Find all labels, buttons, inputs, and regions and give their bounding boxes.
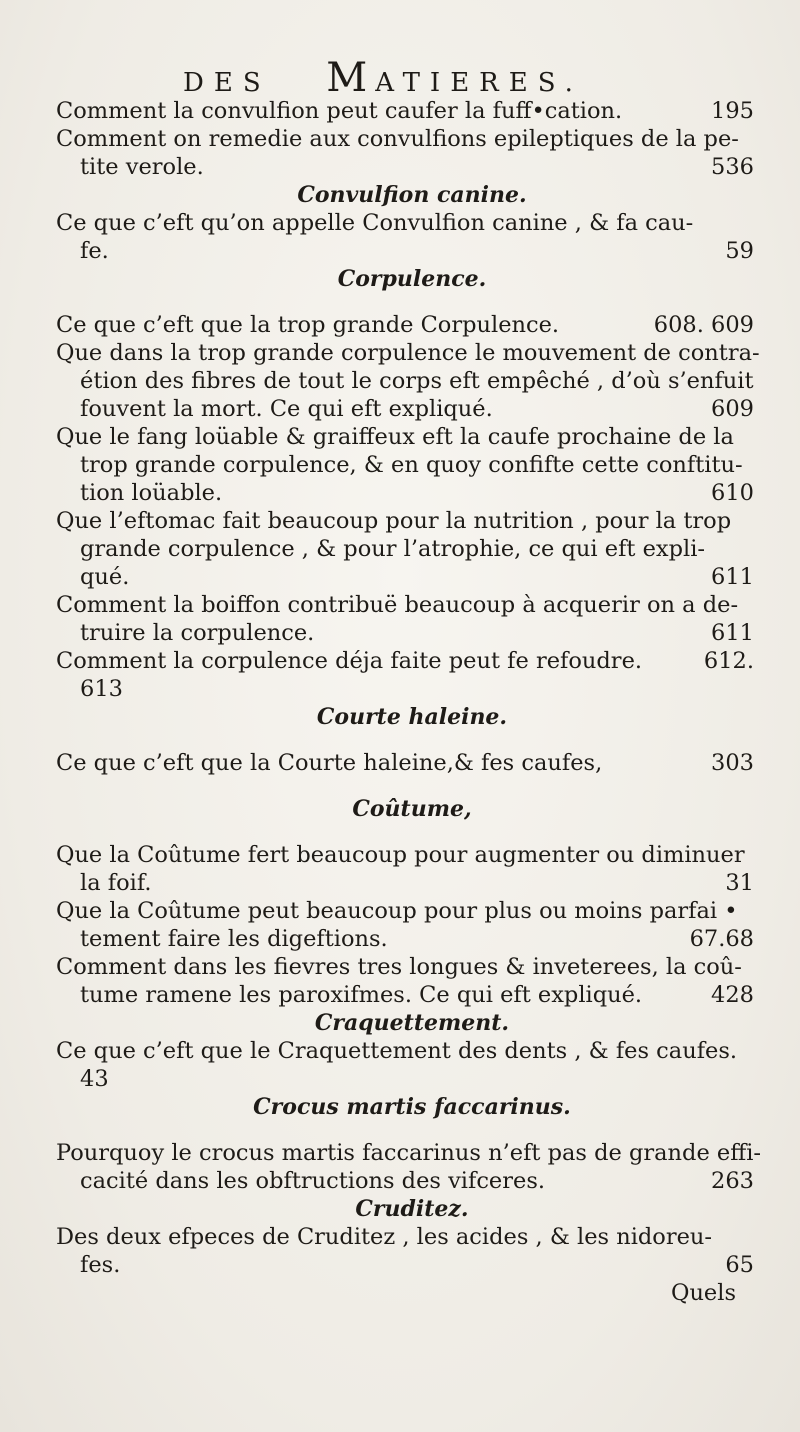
- spacer: [56, 777, 768, 795]
- page-reference: 608. 609: [653, 312, 754, 338]
- page-reference: 263: [711, 1168, 754, 1194]
- entry-line: [56, 981, 768, 1009]
- section-heading: Convulfion canine.: [297, 182, 527, 208]
- entry-text: 613: [80, 676, 123, 702]
- entry-line: [56, 675, 768, 703]
- page-reference: 609: [711, 396, 754, 422]
- entry-line: [56, 209, 768, 237]
- page-reference: 67.68: [689, 926, 754, 952]
- entry-text: tume ramene les paroxifmes. Ce qui eft expliqué.: [80, 982, 643, 1008]
- entry-text: qué.: [80, 564, 130, 590]
- header-des: DES: [183, 68, 271, 98]
- page-reference: 303: [711, 750, 754, 776]
- entry-text: Comment la convulfion peut caufer la fuff•cation.: [56, 98, 623, 124]
- entry-line: [56, 125, 768, 153]
- spacer: [56, 731, 768, 749]
- entry-line: [56, 1065, 768, 1093]
- entry-line: [56, 535, 768, 563]
- entry-text: étion des fibres de tout le corps eft empêché , d’où s’enfuit: [80, 368, 754, 394]
- catchword-line: [56, 1279, 768, 1307]
- entry-line: [56, 451, 768, 479]
- entry-line: [56, 563, 768, 591]
- entry-text: Comment la corpulence déja faite peut fe refoudre.: [56, 648, 643, 674]
- entry-text: Ce que c’eft qu’on appelle Convulfion canine , & fa cau-: [56, 210, 694, 236]
- entry-line: [56, 367, 768, 395]
- section-heading: Coûtume,: [352, 796, 472, 822]
- entry-line: [56, 749, 768, 777]
- page-reference: 59: [725, 238, 754, 264]
- entry-text: Que le fang loüable & graiffeux eft la caufe prochaine de la: [56, 424, 734, 450]
- entry-line: [56, 1037, 768, 1065]
- entry-text: trop grande corpulence, & en quoy confifte cette conftitu-: [80, 452, 743, 478]
- header-matieres-initial: M: [326, 55, 376, 101]
- page-reference: 610: [711, 480, 754, 506]
- entry-text: tion loüable.: [80, 480, 223, 506]
- entry-text: cacité dans les obftructions des vifceres.: [80, 1168, 546, 1194]
- entry-text: Que l’eftomac fait beaucoup pour la nutrition , pour la trop: [56, 508, 732, 534]
- entry-line: [56, 591, 768, 619]
- entry-line: [56, 507, 768, 535]
- catchword: Quels: [671, 1280, 736, 1306]
- entry-line: [56, 897, 768, 925]
- entry-line: [56, 339, 768, 367]
- index-entries: [56, 97, 768, 1307]
- section-heading: Crocus martis faccarinus.: [253, 1094, 571, 1120]
- entry-line: [56, 395, 768, 423]
- entry-text: tement faire les digeftions.: [80, 926, 388, 952]
- entry-text: truire la corpulence.: [80, 620, 315, 646]
- entry-text: Des deux efpeces de Cruditez , les acides , & les nidoreu-: [56, 1224, 713, 1250]
- page-reference: 612.: [703, 648, 754, 674]
- header-matieres-rest: ATIERES.: [375, 68, 583, 98]
- entry-line: [56, 1223, 768, 1251]
- entry-text: Que la Coûtume peut beaucoup pour plus ou moins parfai •: [56, 898, 738, 924]
- entry-text: Comment la boiffon contribuë beaucoup à acquerir on a de-: [56, 592, 739, 618]
- entry-text: Comment on remedie aux convulfions epileptiques de la pe-: [56, 126, 739, 152]
- spacer: [56, 823, 768, 841]
- entry-line: [56, 153, 768, 181]
- page-reference: 611: [711, 564, 754, 590]
- page-reference: 31: [725, 870, 754, 896]
- entry-line: [56, 619, 768, 647]
- entry-text: Que la Coûtume fert beaucoup pour augmenter ou diminuer: [56, 842, 745, 868]
- page-reference: 611: [711, 620, 754, 646]
- entry-text: Ce que c’eft que la trop grande Corpulence.: [56, 312, 560, 338]
- section-heading: Craquettement.: [314, 1010, 510, 1036]
- entry-text: la foif.: [80, 870, 152, 896]
- section-heading: Courte haleine.: [316, 704, 508, 730]
- entry-line: [56, 479, 768, 507]
- spacer: [56, 293, 768, 311]
- entry-text: Pourquoy le crocus martis faccarinus n’eft pas de grande effi-: [56, 1140, 762, 1166]
- entry-text: Ce que c’eft que la Courte haleine,& fes caufes,: [56, 750, 603, 776]
- entry-text: grande corpulence , & pour l’atrophie, ce qui eft expli-: [80, 536, 706, 562]
- entry-text: fes.: [80, 1252, 121, 1278]
- page-reference: 65: [725, 1252, 754, 1278]
- entry-line: [56, 647, 768, 675]
- section-heading: Cruditez.: [355, 1196, 469, 1222]
- entry-line: [56, 97, 768, 125]
- page-reference: 428: [711, 982, 754, 1008]
- entry-line: [56, 1167, 768, 1195]
- entry-line: [56, 423, 768, 451]
- entry-text: Comment dans les fievres tres longues & inveterees, la coû-: [56, 954, 742, 980]
- entry-text: tite verole.: [80, 154, 204, 180]
- page-reference: 536: [711, 154, 754, 180]
- spacer: [56, 1121, 768, 1139]
- page-reference: 195: [711, 98, 754, 124]
- entry-text: Que dans la trop grande corpulence le mouvement de contra-: [56, 340, 760, 366]
- entry-line: [56, 311, 768, 339]
- entry-text: 43: [80, 1066, 109, 1092]
- entry-line: [56, 841, 768, 869]
- entry-line: [56, 925, 768, 953]
- entry-line: [56, 953, 768, 981]
- section-heading: Corpulence.: [337, 266, 487, 292]
- entry-text: fe.: [80, 238, 109, 264]
- entry-text: fouvent la mort. Ce qui eft expliqué.: [80, 396, 493, 422]
- entry-line: [56, 1139, 768, 1167]
- entry-line: [56, 237, 768, 265]
- entry-text: Ce que c’eft que le Craquettement des dents , & fes caufes.: [56, 1038, 738, 1064]
- entry-line: [56, 1251, 768, 1279]
- entry-line: [56, 869, 768, 897]
